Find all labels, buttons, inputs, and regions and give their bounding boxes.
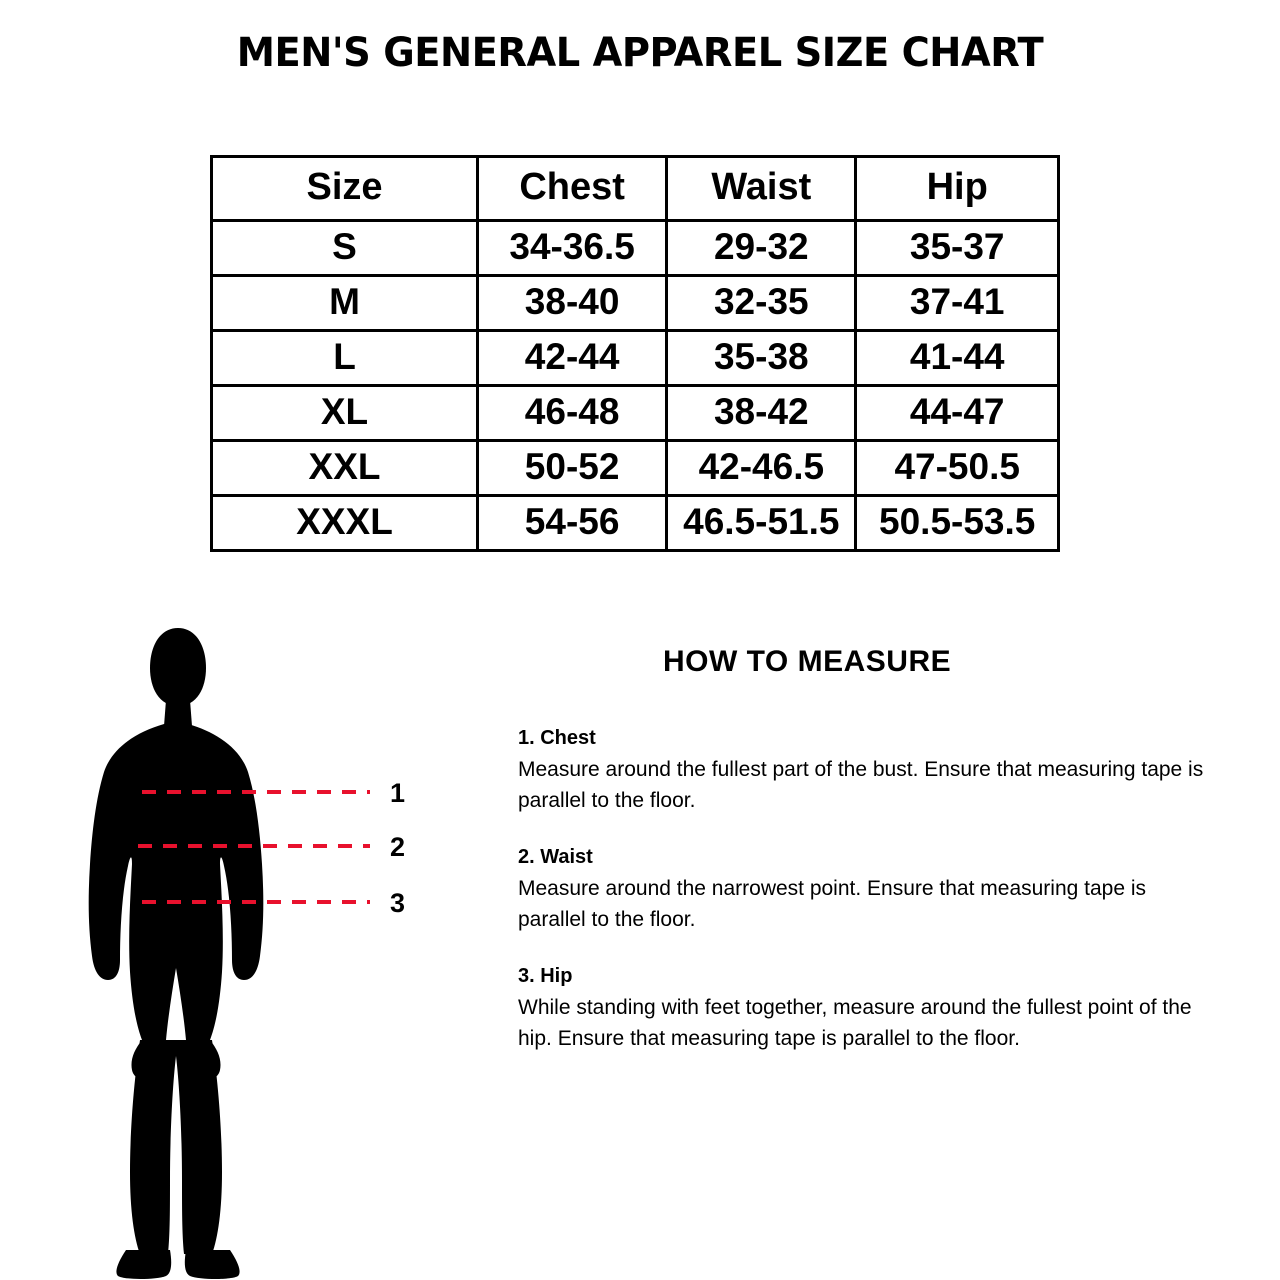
- cell-waist: 32-35: [667, 275, 856, 330]
- measure-item-chest: [518, 727, 1218, 816]
- cell-waist: 35-38: [667, 330, 856, 385]
- measure-item-waist-text: Measure around the narrowest point. Ensure that measuring tape is parallel to the floor.: [518, 877, 1147, 932]
- cell-chest: 50-52: [478, 440, 667, 495]
- cell-size: XXL: [212, 440, 478, 495]
- table-row: [212, 385, 1059, 440]
- table-header-row: [212, 157, 1059, 221]
- cell-hip: 50.5-53.5: [856, 495, 1059, 550]
- measurement-figure: [60, 620, 480, 1280]
- cell-size: L: [212, 330, 478, 385]
- cell-hip: 35-37: [856, 221, 1059, 276]
- cell-waist: 29-32: [667, 221, 856, 276]
- cell-size: XXXL: [212, 495, 478, 550]
- cell-chest: 46-48: [478, 385, 667, 440]
- cell-hip: 41-44: [856, 330, 1059, 385]
- size-chart-table-wrapper: [210, 155, 1060, 552]
- page-title: MEN'S GENERAL APPAREL SIZE CHART: [236, 30, 1044, 76]
- cell-waist: 38-42: [667, 385, 856, 440]
- measure-item-hip: [518, 965, 1218, 1054]
- column-header-chest: Chest: [478, 157, 667, 221]
- body-silhouette-svg: [60, 620, 480, 1280]
- cell-chest: 34-36.5: [478, 221, 667, 276]
- size-chart-table: [210, 155, 1060, 552]
- how-to-measure-heading: HOW TO MEASURE: [663, 645, 952, 678]
- cell-size: M: [212, 275, 478, 330]
- cell-hip: 47-50.5: [856, 440, 1059, 495]
- column-header-waist: Waist: [667, 157, 856, 221]
- column-header-size: Size: [212, 157, 478, 221]
- measure-item-waist: [518, 846, 1218, 935]
- how-to-measure-section: [518, 645, 1218, 1084]
- cell-waist: 42-46.5: [667, 440, 856, 495]
- measure-item-chest-text: Measure around the fullest part of the bust. Ensure that measuring tape is parallel to the floor.: [518, 758, 1204, 813]
- body-silhouette-icon: [89, 628, 264, 1279]
- table-row: [212, 330, 1059, 385]
- cell-hip: 44-47: [856, 385, 1059, 440]
- cell-chest: 38-40: [478, 275, 667, 330]
- marker-label-3: 3: [390, 888, 406, 918]
- cell-hip: 37-41: [856, 275, 1059, 330]
- cell-chest: 42-44: [478, 330, 667, 385]
- table-row: [212, 440, 1059, 495]
- cell-chest: 54-56: [478, 495, 667, 550]
- cell-size: S: [212, 221, 478, 276]
- marker-label-1: 1: [390, 778, 406, 808]
- table-row: [212, 221, 1059, 276]
- cell-waist: 46.5-51.5: [667, 495, 856, 550]
- measure-item-chest-title: 1. Chest: [518, 727, 596, 749]
- marker-label-2: 2: [390, 832, 406, 862]
- table-row: [212, 275, 1059, 330]
- column-header-hip: Hip: [856, 157, 1059, 221]
- measure-item-hip-title: 3. Hip: [518, 965, 573, 988]
- measure-item-waist-title: 2. Waist: [518, 846, 593, 869]
- measure-item-hip-text: While standing with feet together, measure around the fullest point of the hip. Ensure that measuring tape is parallel to the floor.: [518, 996, 1192, 1051]
- cell-size: XL: [212, 385, 478, 440]
- table-row: [212, 495, 1059, 550]
